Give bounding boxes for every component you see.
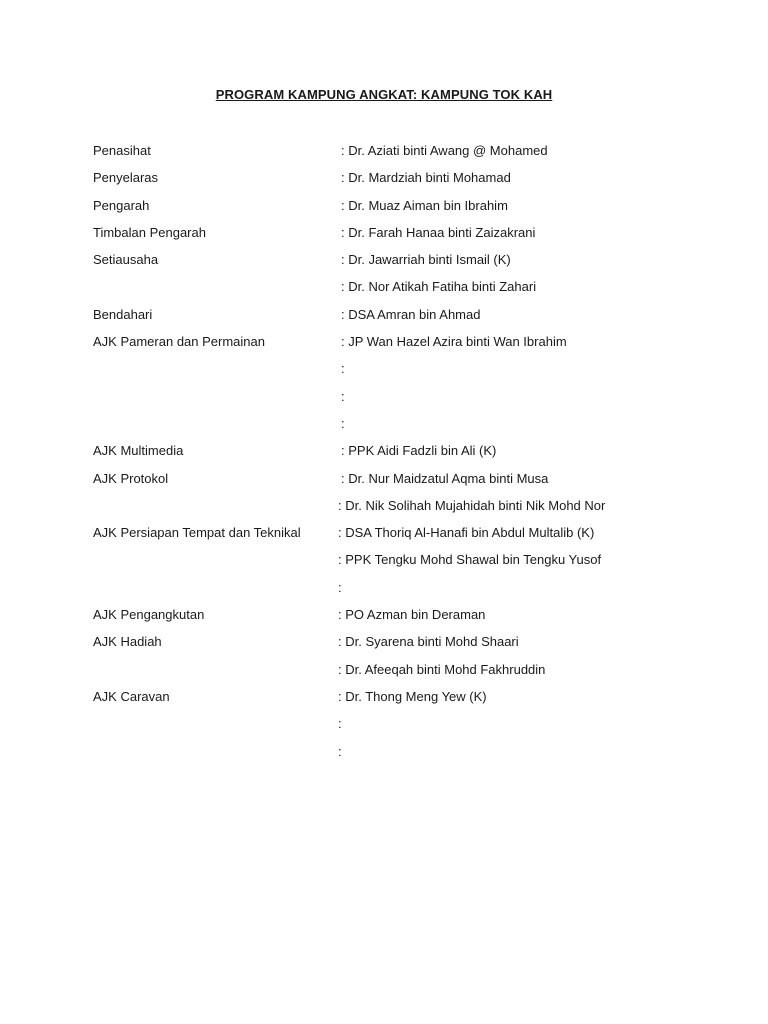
committee-row (93, 197, 733, 224)
member-name: : Dr. Thong Meng Yew (K) (338, 688, 487, 704)
member-name: : Dr. Nik Solihah Mujahidah binti Nik Mohd Nor (338, 497, 606, 513)
member-name: : Dr. Aziati binti Awang @ Mohamed (341, 143, 548, 158)
member-name: : (341, 361, 345, 377)
member-name: : Dr. Farah Hanaa binti Zaizakrani (341, 224, 536, 240)
role-label: Pengarah (93, 197, 150, 213)
committee-row (93, 661, 733, 688)
committee-row (93, 470, 733, 497)
committee-row (93, 688, 733, 715)
committee-row (93, 579, 733, 606)
committee-row (93, 360, 733, 387)
committee-row (93, 442, 733, 469)
committee-row (93, 142, 733, 169)
role-label: Bendahari (93, 306, 153, 322)
member-name: : Dr. Nur Maidzatul Aqma binti Musa (341, 470, 549, 486)
member-name: : DSA Amran bin Ahmad (341, 306, 481, 322)
member-name: : (338, 716, 342, 732)
member-name: : Dr. Afeeqah binti Mohd Fakhruddin (338, 661, 546, 677)
member-name: : Dr. Muaz Aiman bin Ibrahim (341, 197, 508, 213)
member-name: : (338, 743, 342, 759)
member-name: : (338, 579, 342, 595)
role-label: AJK Multimedia (93, 443, 184, 459)
member-name: : DSA Thoriq Al-Hanafi bin Abdul Multalib (K) (338, 525, 595, 541)
role-label: AJK Caravan (93, 688, 170, 704)
member-name: : (341, 388, 345, 404)
document-title: PROGRAM KAMPUNG ANGKAT: KAMPUNG TOK KAH (215, 87, 553, 102)
committee-row (93, 551, 733, 578)
committee-row (93, 388, 733, 415)
role-label: Penyelaras (93, 170, 159, 186)
committee-row (93, 169, 733, 196)
committee-row (93, 333, 733, 360)
role-label: AJK Pameran dan Permainan (93, 334, 265, 350)
committee-row (93, 743, 733, 770)
member-name: : PPK Aidi Fadzli bin Ali (K) (341, 443, 497, 459)
committee-row (93, 606, 733, 633)
committee-row (93, 306, 733, 333)
committee-row (93, 715, 733, 742)
committee-row (93, 497, 733, 524)
role-label: Setiausaha (93, 252, 159, 268)
role-label: AJK Persiapan Tempat dan Teknikal (93, 525, 301, 541)
member-name: : JP Wan Hazel Azira binti Wan Ibrahim (341, 334, 567, 350)
committee-row (93, 251, 733, 278)
member-name: : (341, 415, 345, 431)
committee-row (93, 633, 733, 660)
member-name: : PPK Tengku Mohd Shawal bin Tengku Yusof (338, 552, 602, 568)
committee-row (93, 524, 733, 551)
member-name: : Dr. Jawarriah binti Ismail (K) (341, 252, 511, 268)
member-name: : Dr. Mardziah binti Mohamad (341, 170, 511, 186)
role-label: AJK Pengangkutan (93, 607, 205, 623)
member-name: : PO Azman bin Deraman (338, 607, 486, 623)
committee-row (93, 415, 733, 442)
member-name: : Dr. Syarena binti Mohd Shaari (338, 634, 519, 650)
committee-list (93, 142, 733, 770)
member-name: : Dr. Nor Atikah Fatiha binti Zahari (341, 279, 537, 295)
committee-row (93, 278, 733, 305)
role-label: Penasihat (93, 143, 151, 158)
role-label: Timbalan Pengarah (93, 224, 206, 240)
role-label: AJK Protokol (93, 470, 169, 486)
committee-row (93, 224, 733, 251)
role-label: AJK Hadiah (93, 634, 162, 650)
